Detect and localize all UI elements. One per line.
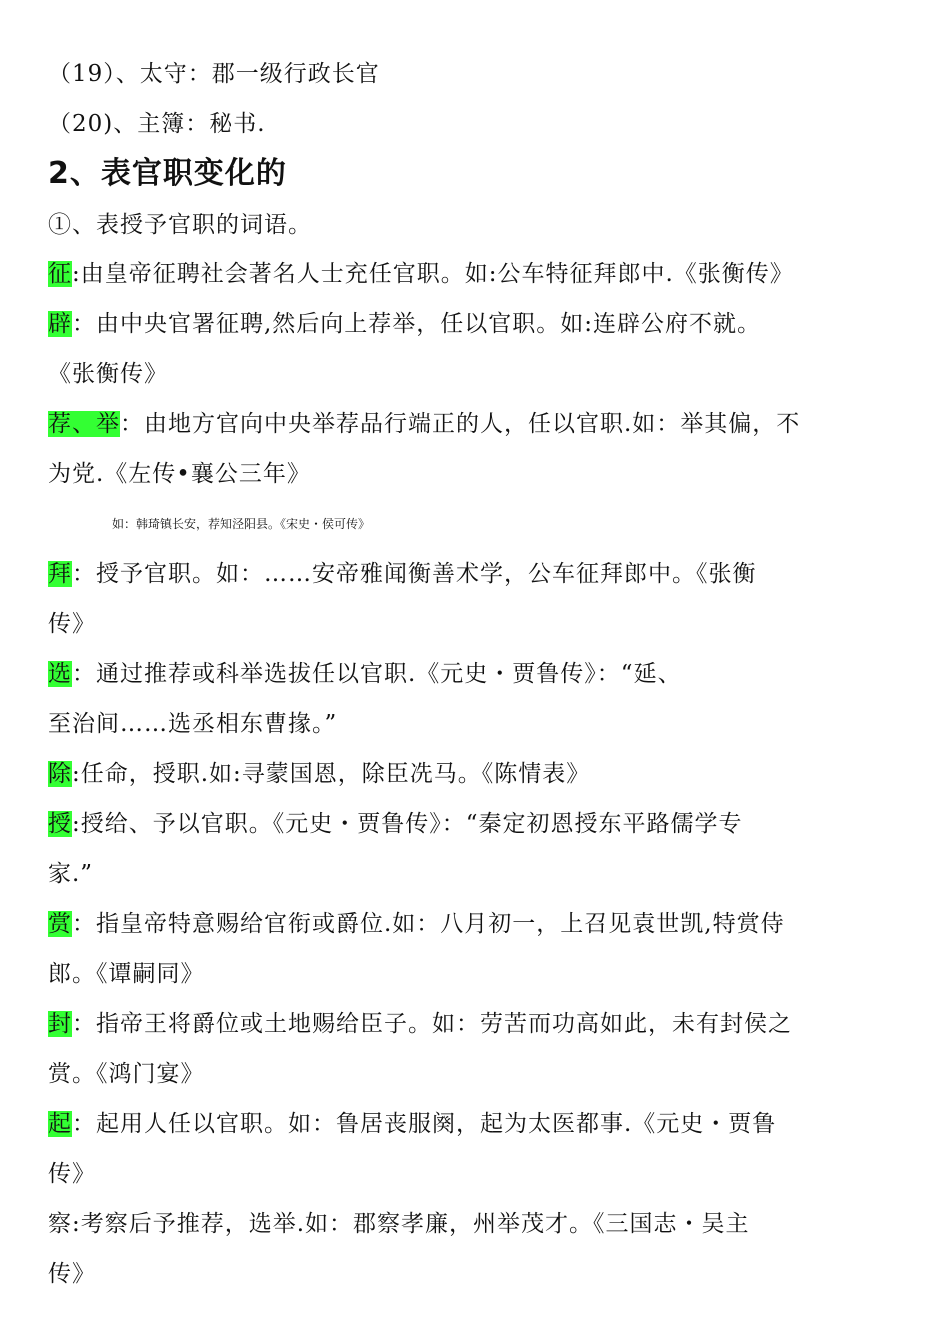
term-jian-ju: 荐、举 [48, 411, 120, 437]
def-shou: :授给、予以官职。《元史・贾鲁传》：“秦定初恩授东平路儒学专 [72, 811, 743, 837]
item-19: （19）、太守：郡一级行政长官 [48, 61, 380, 87]
subsection-title: ①、表授予官职的词语。 [48, 212, 312, 238]
def-bi: ：由中央官署征聘,然后向上荐举，任以官职。如:连辟公府不就。 [72, 311, 762, 337]
term-qi: 起 [48, 1111, 72, 1137]
def-shang: ：指皇帝特意赐给官衔或爵位.如：八月初一，上召见袁世凯,特赏侍 [72, 911, 785, 937]
def-zheng: :由皇帝征聘社会著名人士充任官职。如:公车特征拜郎中.《张衡传》 [72, 261, 794, 287]
entry-jian-example: 如：韩琦镇长安，荐知泾阳县。《宋史・侯可传》 [112, 517, 371, 531]
term-shou: 授 [48, 811, 72, 837]
entry-bi [48, 309, 908, 339]
def-xuan: ：通过推荐或科举选拔任以官职.《元史・贾鲁传》：“延、 [72, 661, 682, 687]
entry-jian [48, 409, 908, 439]
entry-xuan-cont: 至治间……选丞相东曹掾。” [48, 711, 338, 737]
term-xuan: 选 [48, 661, 72, 687]
entry-shou-cont: 家.” [48, 861, 94, 887]
entry-bai-cont: 传》 [48, 611, 96, 637]
entry-bai [48, 559, 908, 589]
term-shang: 赏 [48, 911, 72, 937]
term-zheng: 征 [48, 261, 72, 287]
term-chu: 除 [48, 761, 72, 787]
def-feng: ：指帝王将爵位或土地赐给臣子。如：劳苦而功高如此，未有封侯之 [72, 1011, 792, 1037]
term-bai: 拜 [48, 561, 72, 587]
entry-zheng [48, 259, 908, 289]
def-jian: ：由地方官向中央举荐品行端正的人，任以官职.如：举其偏，不 [120, 411, 801, 437]
entry-shang-cont: 郎。《谭嗣同》 [48, 961, 205, 987]
entry-cha: 察:考察后予推荐，选举.如：郡察孝廉，州举茂才。《三国志・吴主 [48, 1211, 750, 1237]
entry-bi-cont: 《张衡传》 [48, 361, 168, 387]
entry-jian-cont: 为党.《左传•襄公三年》 [48, 461, 311, 487]
entry-chu [48, 759, 908, 789]
def-qi: ：起用人任以官职。如：鲁居丧服阕，起为太医都事.《元史・贾鲁 [72, 1111, 777, 1137]
entry-qi-cont: 传》 [48, 1161, 96, 1187]
term-feng: 封 [48, 1011, 72, 1037]
entry-cha-cont: 传》 [48, 1261, 96, 1287]
entry-feng [48, 1009, 908, 1039]
entry-qi [48, 1109, 908, 1139]
entry-feng-cont: 赏。《鸿门宴》 [48, 1061, 205, 1087]
entry-shang [48, 909, 908, 939]
def-bai: ：授予官职。如：……安帝雅闻衡善术学，公车征拜郎中。《张衡 [72, 561, 757, 587]
term-bi: 辟 [48, 311, 72, 337]
entry-shou [48, 809, 908, 839]
def-chu: :任命，授职.如:寻蒙国恩，除臣冼马。《陈情表》 [72, 761, 591, 787]
entry-xuan [48, 659, 908, 689]
section-heading: 2、表官职变化的 [48, 156, 287, 191]
item-20: （20)、主簿：秘书. [48, 111, 266, 137]
